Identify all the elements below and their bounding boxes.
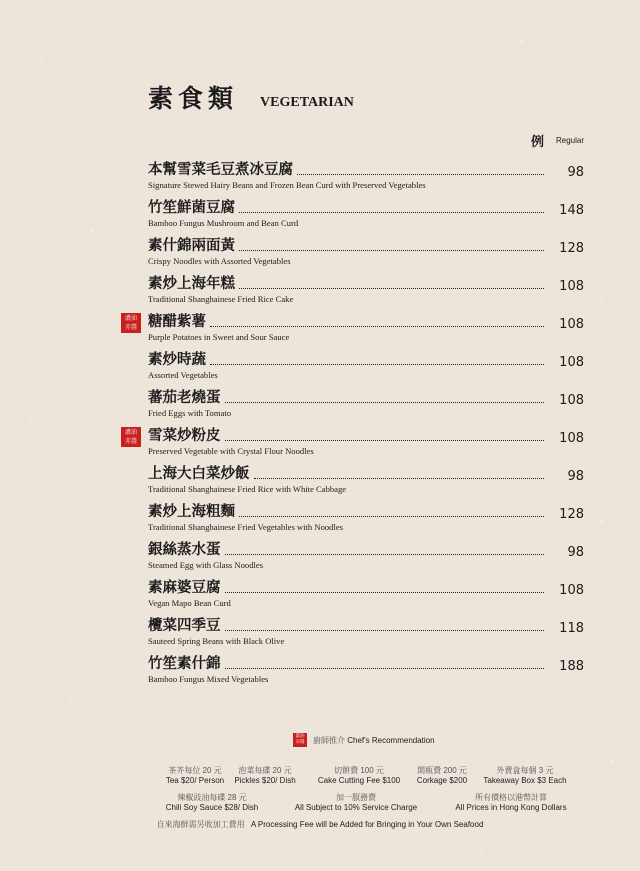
dish-price: 108 [559,317,584,332]
dish-name-zh: 糖醋紫薯 [148,314,206,330]
dotted-leader [254,477,544,479]
menu-item [148,160,584,198]
menu-item [148,274,584,312]
surcharge-note [132,793,292,813]
page-title-en: VEGETARIAN [260,95,354,110]
page-title-zh: 素食類 [148,84,239,113]
dish-name-en: Signature Stewed Hairy Beans and Frozen Bean Curd with Preserved Vegetables [148,180,426,190]
menu-item [148,540,584,578]
dish-name-zh: 雪菜炒粉皮 [148,428,221,444]
dish-name-zh: 竹笙鮮菌豆腐 [148,200,235,216]
dotted-leader [297,173,544,175]
dish-name-en: Traditional Shanghainese Fried Vegetables with Noodles [148,522,344,532]
dish-name-zh: 素什錦兩面黃 [148,238,235,254]
dish-name-en: Steamed Egg with Glass Noodles [148,560,264,570]
dish-price: 108 [559,355,584,370]
menu-item [124,312,584,350]
chef-seal-icon: 濃油 赤醬 [121,313,141,333]
footer-zh: 自來海鮮需另收加工費用 [156,820,245,829]
dish-price: 148 [559,203,584,218]
dish-name-en: Purple Potatoes in Sweet and Sour Sauce [148,332,290,342]
dish-name-en: Fried Eggs with Tomato [148,408,232,418]
note-zh: 泡菜每碟 20 元 [238,766,292,775]
dish-name-en: Assorted Vegetables [148,370,218,380]
dotted-leader [225,591,544,593]
legend-label-zh: 廚師推介 [313,735,345,745]
dotted-leader [225,439,544,441]
dish-name-zh: 素炒上海粗麵 [148,504,235,520]
menu-item [124,426,584,464]
note-zh: 所有價格以港幣計算 [475,793,547,802]
menu-item [148,464,584,502]
dish-name-zh: 上海大白菜炒飯 [148,466,250,482]
dish-name-zh: 蕃茄老燒蛋 [148,390,221,406]
dotted-leader [239,515,544,517]
dish-price: 98 [567,469,584,484]
dish-name-en: Bamboo Fungus Mixed Vegetables [148,674,269,684]
dish-price: 128 [559,241,584,256]
dish-name-zh: 素麻婆豆腐 [148,580,221,596]
menu-item [148,502,584,540]
note-zh: 加一服務費 [336,793,376,802]
chef-recommendation-legend [293,733,435,747]
dotted-leader [225,629,544,631]
dish-price: 108 [559,431,584,446]
note-en: Pickles $20/ Dish [234,776,296,785]
page-header [148,86,354,112]
note-zh: 茶芥每位 20 元 [168,766,222,775]
price-column-header [531,131,584,150]
dish-name-zh: 欖菜四季豆 [148,618,221,634]
dotted-leader [210,325,544,327]
menu-item [148,198,584,236]
note-zh: 外賣盒每個 3 元 [496,766,554,775]
dish-price: 108 [559,583,584,598]
menu-item [148,350,584,388]
dish-price: 108 [559,393,584,408]
note-en: Takeaway Box $3 Each [483,776,567,785]
menu-item [148,578,584,616]
note-en: Tea $20/ Person [165,776,225,785]
dish-price: 188 [559,659,584,674]
dotted-leader [225,667,544,669]
dish-price: 128 [559,507,584,522]
note-zh: 辣椒豉油每碟 28 元 [177,793,247,802]
dotted-leader [239,211,544,213]
dotted-leader [210,363,544,365]
menu-list [124,160,584,692]
price-column-label-zh: 例 [530,135,544,150]
dotted-leader [225,401,544,403]
footer-en: A Processing Fee will be Added for Bringing in Your Own Seafood [250,820,484,829]
dish-name-zh: 竹笙素什錦 [148,656,221,672]
surcharge-note [431,793,591,813]
dish-name-en: Preserved Vegetable with Crystal Flour Noodles [148,446,314,456]
seafood-processing-note [0,819,640,830]
menu-item [148,616,584,654]
dotted-leader [239,287,544,289]
dish-name-en: Traditional Shanghainese Fried Rice with White Cabbage [148,484,347,494]
note-en: Cake Cutting Fee $100 [317,776,401,785]
dotted-leader [239,249,544,251]
legend-label-en: Chef's Recommendation [347,735,435,745]
dish-name-zh: 素炒時蔬 [148,352,206,368]
chef-seal-icon: 濃油 赤醬 [121,427,141,447]
note-en: All Subject to 10% Service Charge [294,803,418,812]
note-en: All Prices in Hong Kong Dollars [455,803,567,812]
dotted-leader [225,553,544,555]
dish-price: 118 [559,621,584,636]
menu-item [148,388,584,426]
dish-price: 98 [567,165,584,180]
surcharge-note [276,793,436,813]
note-en: Corkage $200 [416,776,468,785]
menu-item [148,236,584,274]
dish-name-en: Vegan Mapo Bean Curd [148,598,231,608]
dish-name-en: Traditional Shanghainese Fried Rice Cake [148,294,294,304]
dish-name-zh: 素炒上海年糕 [148,276,235,292]
dish-name-en: Crispy Noodles with Assorted Vegetables [148,256,291,266]
dish-price: 108 [559,279,584,294]
price-column-label-en: Regular [555,136,584,145]
dish-name-zh: 銀絲蒸水蛋 [148,542,221,558]
note-zh: 切餅費 100 元 [334,766,384,775]
dish-name-en: Sauteed Spring Beans with Black Olive [148,636,285,646]
dish-name-en: Bamboo Fungus Mushroom and Bean Curd [148,218,299,228]
dish-price: 98 [567,545,584,560]
menu-item [148,654,584,692]
note-en: Chili Soy Sauce $28/ Dish [165,803,259,812]
dish-name-zh: 本幫雪菜毛豆煮冰豆腐 [148,162,293,178]
chef-seal-icon: 濃油 赤醬 [293,733,307,747]
surcharge-note [445,766,605,786]
note-zh: 開瓶費 200 元 [417,766,467,775]
